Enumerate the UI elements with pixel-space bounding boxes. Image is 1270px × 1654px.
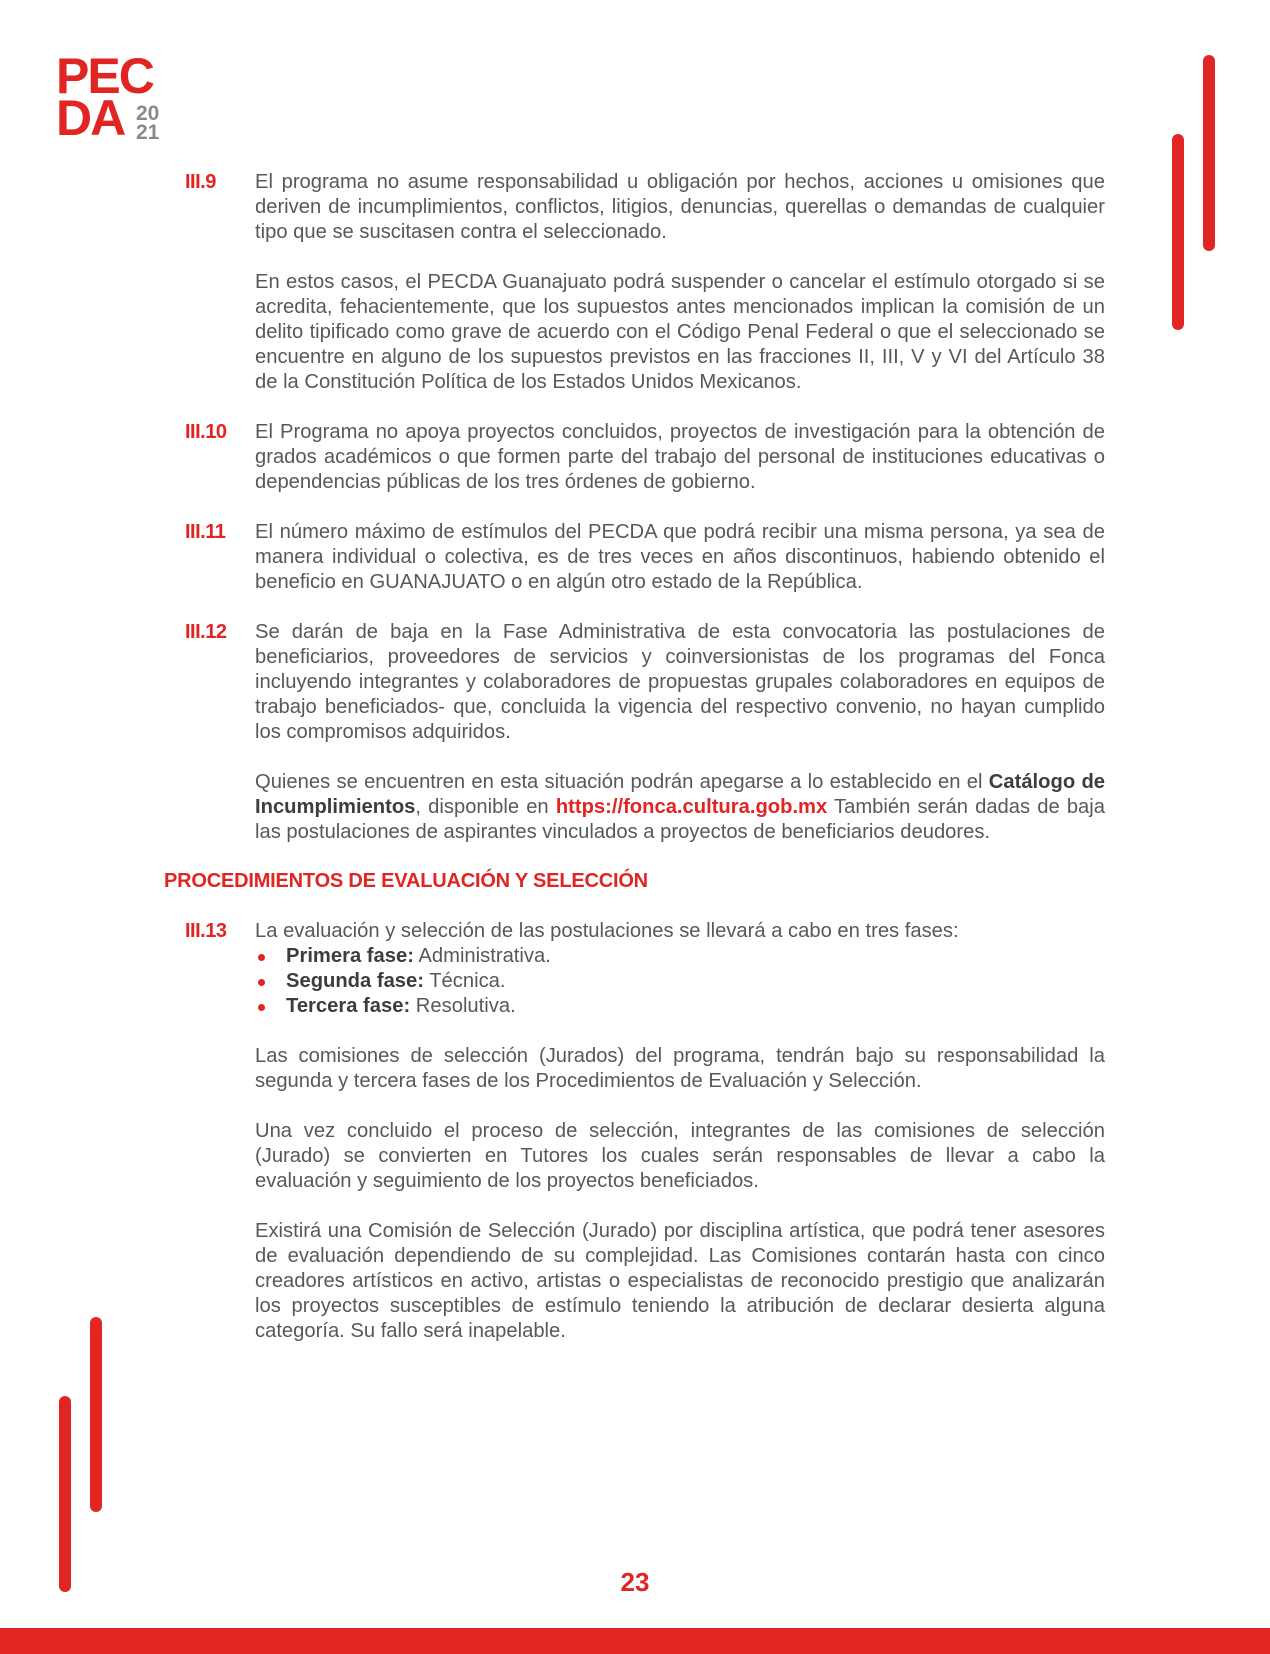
clause-number: III.13 (185, 920, 227, 942)
phase-value: Resolutiva. (410, 995, 516, 1017)
phase-value: Técnica. (423, 970, 506, 992)
decor-bar-top-right-inner (1172, 134, 1184, 330)
clause-paragraph (255, 770, 1105, 845)
document-body (164, 170, 1105, 1369)
section-heading: PROCEDIMIENTOS DE EVALUACIÓN Y SELECCIÓN (164, 870, 648, 892)
list-item (255, 994, 1105, 1019)
clause-iii-12 (185, 620, 1105, 845)
list-item (255, 969, 1105, 994)
phase-list (255, 944, 1105, 1019)
clause-iii-13 (185, 919, 1105, 1344)
clause-number: III.9 (185, 171, 216, 193)
clause-number: III.12 (185, 621, 227, 643)
phase-label: Primera fase: (286, 945, 414, 967)
clause-number: III.10 (185, 421, 227, 443)
clause-number: III.11 (185, 521, 226, 543)
clause-paragraph: El Programa no apoya proyectos concluidos, proyectos de investigación para la obtención de grados académicos o que formen parte del trabajo del personal de instituciones educativas o dependencias públicas de los tres órdenes de gobierno. (255, 421, 1105, 493)
clause-paragraph: La evaluación y selección de las postulaciones se llevará a cabo en tres fases: (255, 920, 959, 942)
decor-bar-top-right-outer (1203, 55, 1215, 251)
phase-label: Segunda fase: (286, 970, 424, 992)
catalog-title: Catálogo de Incumplimientos (255, 771, 1105, 818)
clause-paragraph: El número máximo de estímulos del PECDA que podrá recibir una misma persona, ya sea de manera individual o colectiva, es de tres veces en años discontinuos, habiendo obtenido el beneficio en GUANAJUATO o en algún otro estado de la República. (255, 521, 1105, 593)
list-item (255, 944, 1105, 969)
fonca-link[interactable]: https://fonca.cultura.gob.mx (555, 796, 828, 818)
clause-iii-9 (185, 170, 1105, 395)
clause-iii-10 (185, 420, 1105, 495)
logo-line-2: DA (56, 90, 125, 146)
logo-year-bottom: 21 (136, 121, 160, 144)
clause-paragraph: Existirá una Comisión de Selección (Jurado) por disciplina artística, que podrá tener asesores de evaluación dependiendo de su complejidad. Las Comisiones contarán hasta con cinco creadores artísticos en activo, artistas o especialistas de reconocido prestigio que analizarán los proyectos susceptibles de estímulo teniendo la atribución de declarar desierta alguna categoría. Su fallo será inapelable. (255, 1220, 1105, 1342)
clause-paragraph: Se darán de baja en la Fase Administrativa de esta convocatoria las postulaciones de beneficiarios, proveedores de servicios y coinversionistas de los programas del Fonca incluyendo integrantes y colaboradores de propuestas grupales colaboradores en equipos de trabajo beneficiados- que, concluida la vigencia del respectivo convenio, no hayan cumplido los compromisos adquiridos. (255, 621, 1105, 743)
phase-label: Tercera fase: (286, 995, 411, 1017)
logo-line-1: PEC (56, 48, 153, 104)
logo-year-top: 20 (136, 102, 160, 125)
footer-band (0, 1628, 1270, 1654)
decor-bar-bottom-left-inner (90, 1317, 102, 1512)
clause-paragraph: El programa no asume responsabilidad u obligación por hechos, acciones u omisiones que deriven de incumplimientos, conflictos, litigios, denuncias, querellas o demandas de cualquier tipo que se suscitasen contra el seleccionado. (255, 171, 1105, 243)
clause-paragraph: Las comisiones de selección (Jurados) del programa, tendrán bajo su responsabilidad la segunda y tercera fases de los Procedimientos de Evaluación y Selección. (255, 1045, 1105, 1092)
paragraph-text: También serán dadas de baja las postulaciones de aspirantes vinculados a proyectos de beneficiarios deudores. (255, 796, 1105, 843)
clause-paragraph: Una vez concluido el proceso de selección, integrantes de las comisiones de selección (Jurado) se convierten en Tutores los cuales serán responsables de llevar a cabo la evaluación y seguimiento de los proyectos beneficiados. (255, 1120, 1105, 1192)
page-number: 23 (620, 1567, 650, 1597)
paragraph-text: , disponible en (415, 796, 556, 818)
clause-iii-11 (185, 520, 1105, 595)
pecda-logo (56, 48, 186, 146)
decor-bar-bottom-left-outer (59, 1396, 71, 1592)
clause-paragraph: En estos casos, el PECDA Guanajuato podrá suspender o cancelar el estímulo otorgado si se acredita, fehacientemente, que los supuestos antes mencionados implican la comisión de un delito tipificado como grave de acuerdo con el Código Penal Federal o que el seleccionado se encuentre en alguno de los supuestos previstos en las fracciones II, III, V y VI del Artículo 38 de la Constitución Política de los Estados Unidos Mexicanos. (255, 271, 1105, 393)
phase-value: Administrativa. (413, 945, 551, 967)
paragraph-text: Quienes se encuentren en esta situación podrán apegarse a lo establecido en el (255, 771, 989, 793)
